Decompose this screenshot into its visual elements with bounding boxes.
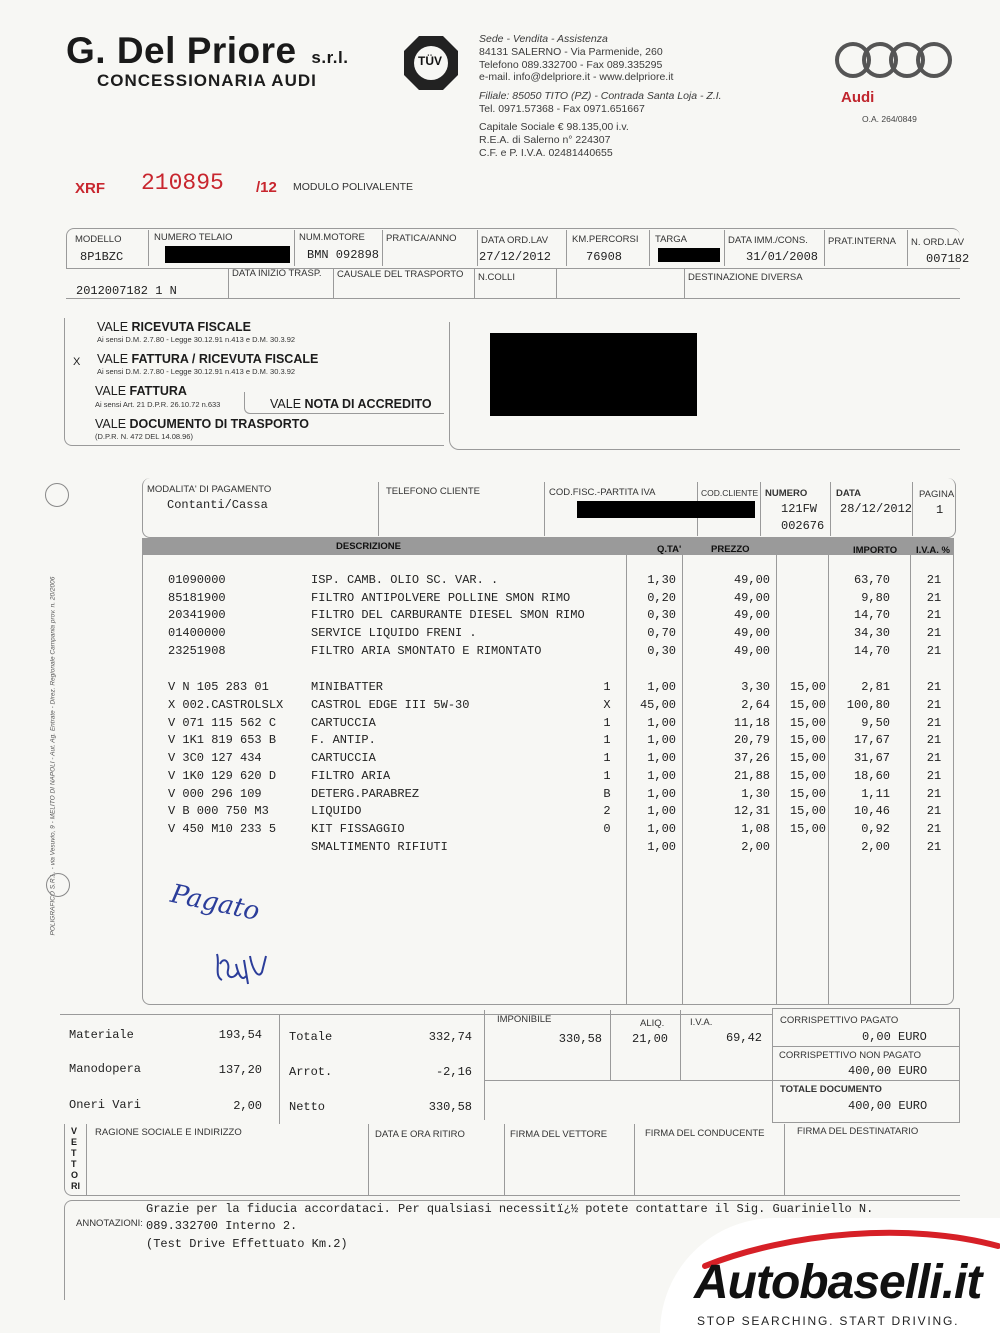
sede-line-3: Telefono 089.332700 - Fax 089.335295: [479, 58, 663, 71]
causale-label: CAUSALE DEL TRASPORTO: [337, 269, 464, 280]
cell-desc: MINIBATTER: [311, 680, 384, 694]
audi-rings-logo: [833, 39, 955, 86]
cell-desc: FILTRO ARIA: [311, 769, 391, 783]
cell-desc: SMALTIMENTO RIFIUTI: [311, 840, 448, 854]
cell-discount: 15,00: [789, 733, 826, 747]
motore-label: NUM.MOTORE: [299, 232, 365, 243]
th-descrizione: DESCRIZIONE: [336, 541, 401, 552]
materiale-value: 193,54: [218, 1028, 262, 1042]
punch-hole: [45, 483, 69, 507]
cell-qty: 1,00: [647, 680, 676, 694]
aliq-value: 21,00: [632, 1032, 669, 1046]
totale-doc-value: 400,00 EURO: [848, 1099, 928, 1113]
dest-label: DESTINAZIONE DIVERSA: [688, 272, 803, 283]
cell-vat: 21: [926, 608, 942, 622]
capitale-line-3: C.F. e P. I.V.A. 02481440655: [479, 146, 613, 159]
cell-price: 21,88: [733, 769, 770, 783]
option-law: Ai sensi Art. 21 D.P.R. 26.10.72 n.633: [95, 400, 221, 409]
tel-label: TELEFONO CLIENTE: [386, 486, 480, 497]
notes-label: ANNOTAZIONI:: [76, 1218, 143, 1229]
cell-flag: 2: [603, 804, 611, 818]
data-imm-label: DATA IMM./CONS.: [728, 235, 808, 246]
cell-flag: 1: [603, 769, 611, 783]
aliq-label: ALIQ.: [640, 1018, 665, 1029]
cell-vat: 21: [926, 680, 942, 694]
pratica-label: PRATICA/ANNO: [386, 233, 457, 244]
redacted-customer: [490, 333, 697, 416]
option-title: [97, 352, 318, 366]
cell-desc: FILTRO ANTIPOLVERE POLLINE SMON RIMO: [311, 591, 571, 605]
n-ord-label: N. ORD.LAV: [911, 237, 965, 248]
arrot-value: -2,16: [435, 1065, 472, 1079]
data-imm-value: 31/01/2008: [746, 250, 819, 264]
cell-desc: LIQUIDO: [311, 804, 362, 818]
option-title-text: DOCUMENTO DI TRASPORTO: [129, 417, 309, 431]
cell-qty: 1,00: [647, 840, 676, 854]
address-sede: [479, 33, 673, 84]
cell-amount: 0,92: [861, 822, 890, 836]
doc-type: MODULO POLIVALENTE: [293, 181, 414, 193]
cell-desc: CARTUCCIA: [311, 716, 376, 730]
data-ritiro-label: DATA E ORA RITIRO: [375, 1129, 465, 1140]
km-value: 76908: [586, 250, 623, 264]
cell-flag: 0: [603, 822, 611, 836]
cell-code: V 1K1 819 653 B: [168, 733, 277, 747]
punch-hole: [46, 873, 70, 897]
sede-line-4: e-mail. info@delpriore.it - www.delpriore.it: [479, 71, 674, 84]
cell-price: 1,30: [741, 787, 770, 801]
watermark-brand: Autobaselli.it: [694, 1256, 982, 1309]
km-label: KM.PERCORSI: [572, 234, 639, 245]
vettori-label: [71, 1126, 81, 1192]
oneri-label: Oneri Vari: [69, 1098, 142, 1112]
cell-flag: X: [603, 698, 611, 712]
th-qta: Q.TA': [657, 544, 682, 555]
option-law: Ai sensi D.M. 2.7.80 - Legge 30.12.91 n.413 e D.M. 30.3.92: [97, 367, 296, 376]
manodopera-label: Manodopera: [69, 1062, 142, 1076]
n-ord-value: 007182: [926, 252, 970, 266]
option-checkbox[interactable]: X: [73, 356, 81, 368]
redacted-telaio: [165, 246, 290, 263]
cell-code: V 071 115 562 C: [168, 716, 277, 730]
option-prefix: VALE: [97, 320, 132, 334]
cell-desc: CARTUCCIA: [311, 751, 376, 765]
th-importo: IMPORTO: [853, 545, 898, 556]
option-law: Ai sensi D.M. 2.7.80 - Legge 30.12.91 n.413 e D.M. 30.3.92: [97, 335, 296, 344]
cell-price: 49,00: [733, 573, 770, 587]
address-filiale: [479, 90, 722, 116]
cell-flag: 1: [603, 716, 611, 730]
pagina-label: PAGINA: [919, 489, 955, 500]
arrot-label: Arrot.: [289, 1065, 333, 1079]
cell-flag: 1: [603, 751, 611, 765]
cell-qty: 0,30: [647, 644, 676, 658]
cell-discount: 15,00: [789, 698, 826, 712]
doc-suffix: /12: [256, 179, 277, 196]
cell-desc: SERVICE LIQUIDO FRENI .: [311, 626, 477, 640]
firma-destinatario-label: FIRMA DEL DESTINATARIO: [797, 1126, 919, 1137]
cell-qty: 45,00: [639, 698, 676, 712]
cell-discount: 15,00: [789, 680, 826, 694]
cell-amount: 2,00: [861, 840, 890, 854]
cell-qty: 1,00: [647, 787, 676, 801]
cell-amount: 31,67: [853, 751, 890, 765]
cell-code: V 000 296 109: [168, 787, 262, 801]
codfisc-label: COD.FISC.-PARTITA IVA: [549, 487, 656, 498]
company-name-text: G. Del Priore: [66, 30, 297, 71]
cell-qty: 0,30: [647, 608, 676, 622]
nota-title: NOTA DI ACCREDITO: [304, 397, 432, 411]
imponibile-label: IMPONIBILE: [497, 1014, 552, 1025]
totale-value: 332,74: [428, 1030, 472, 1044]
cell-code: 23251908: [168, 644, 226, 658]
cell-vat: 21: [926, 804, 942, 818]
option-law: (D.P.R. N. 472 DEL 14.08.96): [95, 432, 193, 441]
cell-desc: F. ANTIP.: [311, 733, 376, 747]
totale-doc-label: TOTALE DOCUMENTO: [780, 1084, 882, 1095]
nota-prefix: VALE: [270, 397, 305, 411]
cell-code: V 1K0 129 620 D: [168, 769, 277, 783]
company-suffix: s.r.l.: [311, 48, 349, 67]
cell-qty: 1,00: [647, 733, 676, 747]
cell-vat: 21: [926, 787, 942, 801]
cell-price: 1,08: [741, 822, 770, 836]
redacted-targa: [658, 248, 720, 262]
th-prezzo: PREZZO: [711, 544, 750, 555]
cell-vat: 21: [926, 769, 942, 783]
cell-code: V 3C0 127 434: [168, 751, 262, 765]
data-trasp-label: DATA INIZIO TRASP.: [232, 268, 322, 279]
cell-flag: 1: [603, 680, 611, 694]
cell-desc: ISP. CAMB. OLIO SC. VAR. .: [311, 573, 499, 587]
redacted-codfisc: [577, 501, 755, 518]
cell-amount: 10,46: [853, 804, 890, 818]
prat-int-label: PRAT.INTERNA: [828, 236, 896, 247]
option-prefix: VALE: [95, 417, 130, 431]
cell-vat: 21: [926, 840, 942, 854]
watermark-tagline: STOP SEARCHING. START DRIVING.: [697, 1314, 960, 1328]
option-title-text: FATTURA / RICEVUTA FISCALE: [131, 352, 319, 366]
cell-price: 49,00: [733, 591, 770, 605]
cell-amount: 2,81: [861, 680, 890, 694]
oa-number: O.A. 264/0849: [862, 114, 917, 124]
th-iva: I.V.A. %: [916, 545, 950, 556]
vettori-text: VETTORI: [71, 1126, 80, 1191]
cell-price: 49,00: [733, 626, 770, 640]
cell-qty: 0,70: [647, 626, 676, 640]
cell-desc: FILTRO DEL CARBURANTE DIESEL SMON RIMO: [311, 608, 585, 622]
modalita-value: Contanti/Cassa: [167, 498, 268, 512]
cell-code: V B 000 750 M3: [168, 804, 269, 818]
firma-conducente-label: FIRMA DEL CONDUCENTE: [645, 1128, 765, 1139]
sede-line-2: 84131 SALERNO - Via Parmenide, 260: [479, 45, 663, 58]
cell-vat: 21: [926, 751, 942, 765]
cell-vat: 21: [926, 698, 942, 712]
company-subtitle: CONCESSIONARIA AUDI: [97, 71, 317, 90]
tuv-logo: [402, 34, 460, 92]
tuv-text: TÜV: [418, 54, 442, 68]
cell-amount: 34,30: [853, 626, 890, 640]
cell-price: 20,79: [733, 733, 770, 747]
cell-code: 85181900: [168, 591, 226, 605]
cell-discount: 15,00: [789, 787, 826, 801]
cell-amount: 18,60: [853, 769, 890, 783]
oneri-value: 2,00: [233, 1099, 262, 1113]
data-ord-label: DATA ORD.LAV: [481, 235, 549, 246]
cell-code: V 450 M10 233 5: [168, 822, 277, 836]
cell-qty: 1,00: [647, 769, 676, 783]
cell-code: V N 105 283 01: [168, 680, 269, 694]
nota-accredito: [270, 397, 432, 411]
cell-qty: 1,00: [647, 751, 676, 765]
codcli-label: COD.CLIENTE: [701, 488, 759, 498]
cell-discount: 15,00: [789, 804, 826, 818]
cell-vat: 21: [926, 626, 942, 640]
notes-line-2: 089.332700 Interno 2.: [146, 1219, 298, 1233]
filiale-line-2: Tel. 0971.57368 - Fax 0971.651667: [479, 102, 645, 115]
option-prefix: VALE: [95, 384, 130, 398]
cell-desc: DETERG.PARABREZ: [311, 787, 420, 801]
netto-label: Netto: [289, 1100, 326, 1114]
filiale-line-1: Filiale: 85050 TITO (PZ) - Contrada Santa Loja - Z.I.: [479, 90, 722, 102]
handwriting-text: Pagato: [167, 878, 263, 928]
pagato-label: CORRISPETTIVO PAGATO: [780, 1015, 899, 1026]
cell-vat: 21: [926, 822, 942, 836]
cell-desc: CASTROL EDGE III 5W-30: [311, 698, 470, 712]
cell-code: 01400000: [168, 626, 226, 640]
option-title-text: RICEVUTA FISCALE: [131, 320, 251, 334]
cell-amount: 1,11: [861, 787, 890, 801]
option-prefix: VALE: [97, 352, 132, 366]
cell-flag: 1: [603, 733, 611, 747]
cell-qty: 1,00: [647, 804, 676, 818]
netto-value: 330,58: [428, 1100, 472, 1114]
data-ord-value: 27/12/2012: [479, 250, 552, 264]
manodopera-value: 137,20: [218, 1063, 262, 1077]
ragione-label: RAGIONE SOCIALE E INDIRIZZO: [95, 1127, 242, 1138]
cell-qty: 1,30: [647, 573, 676, 587]
colli-label: N.COLLI: [478, 272, 515, 283]
data-label: DATA: [836, 488, 861, 499]
cell-amount: 9,50: [861, 716, 890, 730]
cell-amount: 63,70: [853, 573, 890, 587]
cell-qty: 0,20: [647, 591, 676, 605]
motore-value: BMN 092898: [307, 248, 380, 262]
option-title-text: FATTURA: [129, 384, 187, 398]
modello-value: 8P1BZC: [80, 250, 124, 264]
cell-desc: FILTRO ARIA SMONTATO E RIMONTATO: [311, 644, 542, 658]
cell-code: 01090000: [168, 573, 226, 587]
printer-side-text: POLIGRAFICO S.R.L. - via Vesuvio, 9 - MELITO DI NAPOLI - Aut. Ag. Entrate - Direz. Regionale Campania prov. n. 20/2006: [49, 576, 57, 936]
doc-prefix: XRF: [75, 180, 105, 197]
cell-vat: 21: [926, 716, 942, 730]
firma-vettore-label: FIRMA DEL VETTORE: [510, 1129, 608, 1140]
cell-amount: 14,70: [853, 644, 890, 658]
option-title: [95, 417, 309, 431]
cell-price: 2,64: [741, 698, 770, 712]
data-value: 28/12/2012: [840, 502, 913, 516]
cell-price: 37,26: [733, 751, 770, 765]
notes-line-1: Grazie per la fiducia accordataci. Per qualsiasi necessitï¿½ potete contattare il Sig. Guariniello N.: [146, 1202, 874, 1216]
cell-price: 49,00: [733, 644, 770, 658]
cell-amount: 14,70: [853, 608, 890, 622]
audi-brand: Audi: [841, 89, 875, 106]
materiale-label: Materiale: [69, 1028, 134, 1042]
cell-code: 20341900: [168, 608, 226, 622]
cell-price: 12,31: [733, 804, 770, 818]
modello-label: MODELLO: [75, 234, 122, 245]
cell-amount: 17,67: [853, 733, 890, 747]
table-header-bar: [142, 538, 954, 555]
capitale-line-1: Capitale Sociale € 98.135,00 i.v.: [479, 121, 629, 133]
cell-discount: 15,00: [789, 751, 826, 765]
numero-value-2: 002676: [781, 519, 825, 533]
vehicle-code: 2012007182 1 N: [76, 284, 177, 298]
pagina-value: 1: [936, 503, 944, 517]
iva-value: 69,42: [725, 1031, 762, 1045]
non-pagato-label: CORRISPETTIVO NON PAGATO: [779, 1050, 921, 1061]
notes-line-3: (Test Drive Effettuato Km.2): [146, 1237, 348, 1251]
modalita-label: MODALITA' DI PAGAMENTO: [147, 484, 272, 495]
cell-vat: 21: [926, 644, 942, 658]
cell-price: 2,00: [741, 840, 770, 854]
cell-qty: 1,00: [647, 716, 676, 730]
numero-value: 121FW: [781, 502, 818, 516]
company-name: [66, 30, 348, 72]
cell-vat: 21: [926, 591, 942, 605]
pagato-value: 0,00 EURO: [862, 1030, 927, 1044]
cell-vat: 21: [926, 573, 942, 587]
iva-label: I.V.A.: [690, 1017, 713, 1028]
cell-price: 3,30: [741, 680, 770, 694]
cell-code: X 002.CASTROLSLX: [168, 698, 284, 712]
cell-discount: 15,00: [789, 822, 826, 836]
option-title: [97, 320, 251, 334]
cell-amount: 100,80: [846, 698, 890, 712]
cell-price: 49,00: [733, 608, 770, 622]
imponibile-value: 330,58: [558, 1032, 602, 1046]
telaio-label: NUMERO TELAIO: [154, 232, 233, 243]
cell-discount: 15,00: [789, 716, 826, 730]
targa-label: TARGA: [655, 234, 688, 245]
address-capitale: [479, 121, 629, 159]
cell-vat: 21: [926, 733, 942, 747]
numero-label: NUMERO: [765, 488, 808, 499]
totale-label: Totale: [289, 1030, 333, 1044]
cell-qty: 1,00: [647, 822, 676, 836]
cell-amount: 9,80: [861, 591, 890, 605]
cell-price: 11,18: [733, 716, 770, 730]
sede-line-1: Sede - Vendita - Assistenza: [479, 33, 608, 45]
option-title: [95, 384, 187, 398]
non-pagato-value: 400,00 EURO: [848, 1064, 928, 1078]
cell-desc: KIT FISSAGGIO: [311, 822, 405, 836]
capitale-line-2: R.E.A. di Salerno n° 224307: [479, 133, 611, 146]
cell-flag: B: [603, 787, 611, 801]
doc-number: 210895: [141, 170, 224, 196]
cell-discount: 15,00: [789, 769, 826, 783]
